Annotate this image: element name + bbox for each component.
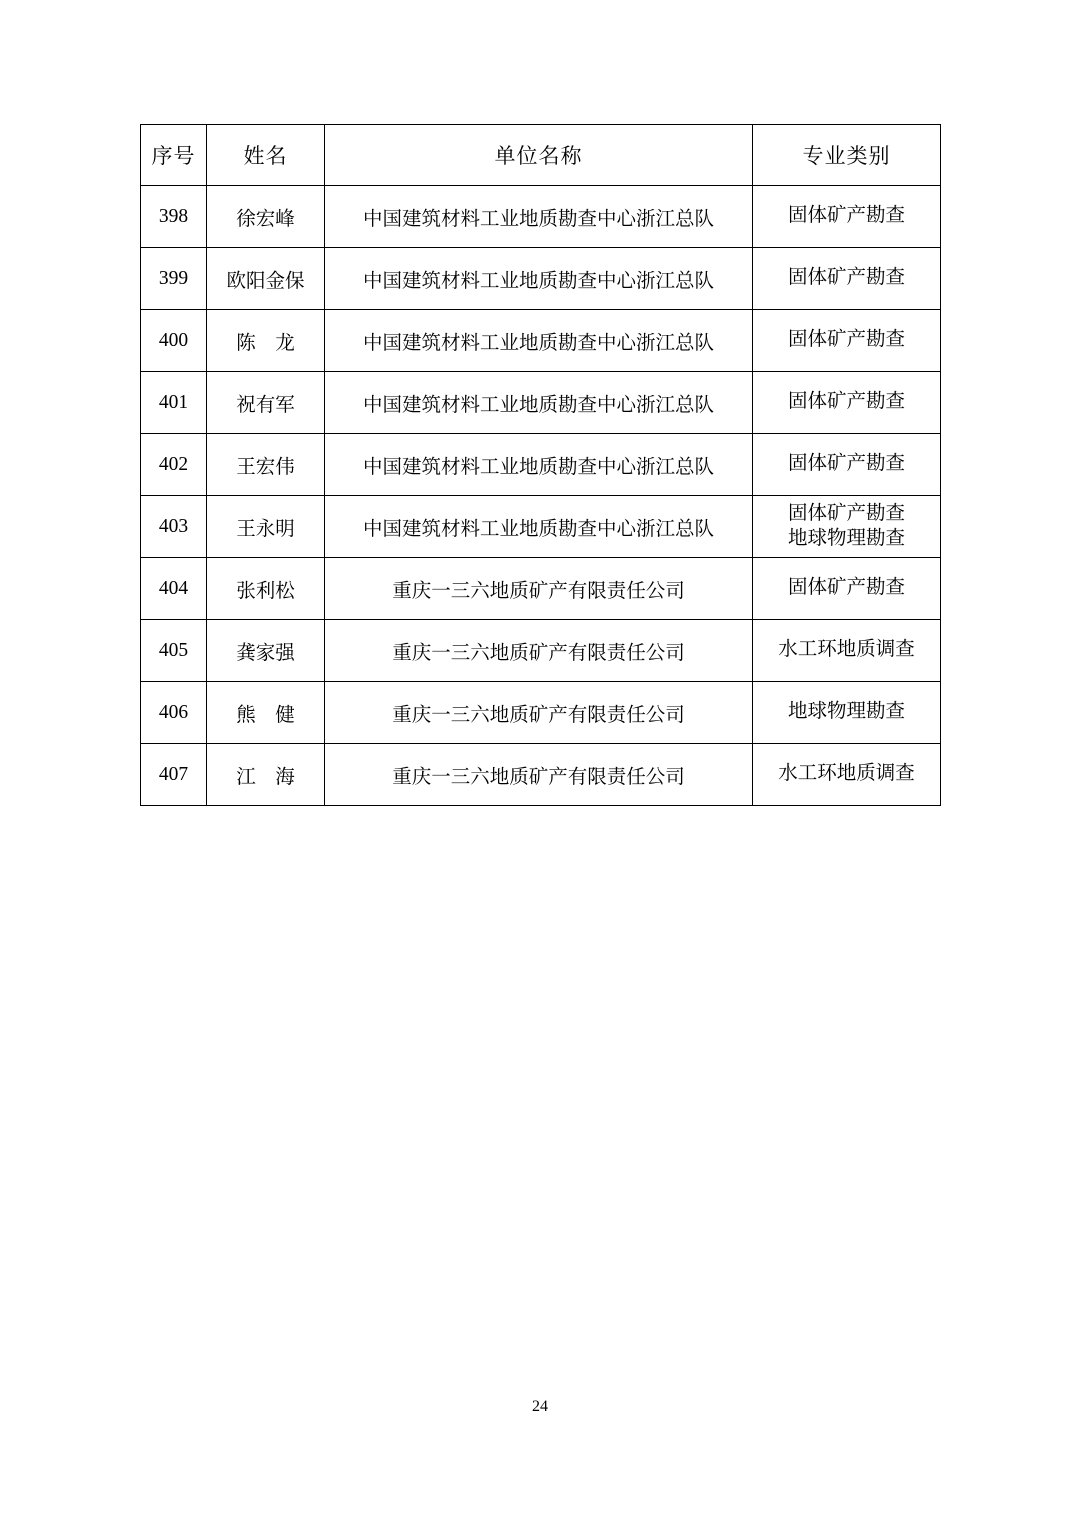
cell-sequence: 402 <box>141 434 207 496</box>
cell-unit: 中国建筑材料工业地质勘查中心浙江总队 <box>325 496 753 558</box>
category-line-1: 水工环地质调查 <box>778 763 915 785</box>
cell-name: 王宏伟 <box>207 434 325 496</box>
category-line-1: 固体矿产勘查 <box>787 267 905 289</box>
cell-name: 熊 健 <box>207 682 325 744</box>
cell-sequence: 399 <box>141 248 207 310</box>
category-line-1: 固体矿产勘查 <box>787 391 905 413</box>
table-body <box>141 186 941 806</box>
table-header-row <box>141 125 941 186</box>
cell-unit: 中国建筑材料工业地质勘查中心浙江总队 <box>325 372 753 434</box>
cell-unit: 中国建筑材料工业地质勘查中心浙江总队 <box>325 248 753 310</box>
table-row <box>141 310 941 372</box>
category-line-2: 地球物理勘查 <box>787 527 905 549</box>
cell-sequence: 403 <box>141 496 207 558</box>
cell-name: 龚家强 <box>207 620 325 682</box>
column-header-name: 姓名 <box>207 125 325 186</box>
roster-table-container <box>140 124 940 806</box>
category-line-1: 地球物理勘查 <box>787 701 905 723</box>
cell-sequence: 406 <box>141 682 207 744</box>
cell-category <box>753 496 941 558</box>
cell-unit: 中国建筑材料工业地质勘查中心浙江总队 <box>325 310 753 372</box>
cell-unit: 中国建筑材料工业地质勘查中心浙江总队 <box>325 186 753 248</box>
cell-unit: 中国建筑材料工业地质勘查中心浙江总队 <box>325 434 753 496</box>
roster-table <box>140 124 941 806</box>
cell-category <box>753 310 941 372</box>
column-header-unit: 单位名称 <box>325 125 753 186</box>
cell-sequence: 398 <box>141 186 207 248</box>
table-row <box>141 372 941 434</box>
cell-category <box>753 558 941 620</box>
cell-name: 陈 龙 <box>207 310 325 372</box>
table-row <box>141 186 941 248</box>
category-line-1: 固体矿产勘查 <box>787 453 905 475</box>
cell-category <box>753 744 941 806</box>
cell-sequence: 407 <box>141 744 207 806</box>
cell-name: 祝有军 <box>207 372 325 434</box>
table-row <box>141 744 941 806</box>
cell-name: 王永明 <box>207 496 325 558</box>
cell-category <box>753 248 941 310</box>
column-header-sequence: 序号 <box>141 125 207 186</box>
category-line-1: 固体矿产勘查 <box>787 577 905 599</box>
cell-unit: 重庆一三六地质矿产有限责任公司 <box>325 558 753 620</box>
cell-category <box>753 434 941 496</box>
cell-name: 徐宏峰 <box>207 186 325 248</box>
cell-category <box>753 682 941 744</box>
cell-unit: 重庆一三六地质矿产有限责任公司 <box>325 682 753 744</box>
column-header-category: 专业类别 <box>753 125 941 186</box>
cell-sequence: 400 <box>141 310 207 372</box>
page-number: 24 <box>532 1398 548 1415</box>
table-row <box>141 434 941 496</box>
table-row <box>141 620 941 682</box>
cell-category <box>753 186 941 248</box>
table-row <box>141 496 941 558</box>
category-line-1: 水工环地质调查 <box>778 639 915 661</box>
cell-sequence: 405 <box>141 620 207 682</box>
table-row <box>141 558 941 620</box>
cell-sequence: 404 <box>141 558 207 620</box>
table-row <box>141 248 941 310</box>
table-header <box>141 125 941 186</box>
table-row <box>141 682 941 744</box>
category-line-1: 固体矿产勘查 <box>787 329 905 351</box>
cell-unit: 重庆一三六地质矿产有限责任公司 <box>325 620 753 682</box>
category-line-1: 固体矿产勘查 <box>787 205 905 227</box>
cell-name: 欧阳金保 <box>207 248 325 310</box>
category-line-1: 固体矿产勘查 <box>787 503 905 525</box>
cell-name: 张利松 <box>207 558 325 620</box>
cell-category <box>753 620 941 682</box>
cell-category <box>753 372 941 434</box>
cell-sequence: 401 <box>141 372 207 434</box>
cell-unit: 重庆一三六地质矿产有限责任公司 <box>325 744 753 806</box>
cell-name: 江 海 <box>207 744 325 806</box>
